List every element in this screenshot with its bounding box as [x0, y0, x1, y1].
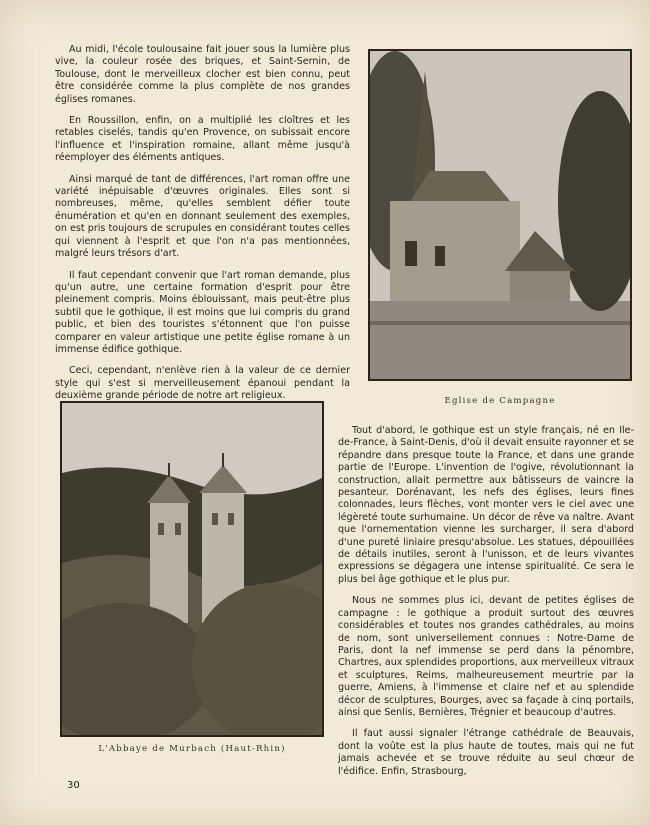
abbey-photo — [60, 401, 324, 737]
paragraph: En Roussillon, enfin, on a multiplié les cloîtres et les retables ciselés, tandis qu'en Provence, on subissait encore l'influence et l'inspiration romaine, allant même jusqu'à réemployer des éléments antiques. — [55, 115, 350, 164]
church-caption: Eglise de Campagne — [444, 396, 556, 406]
right-text-column — [338, 425, 634, 787]
left-text-column — [55, 44, 350, 412]
paragraph: Il faut cependant convenir que l'art roman demande, plus qu'un autre, une certaine formation d'esprit pour être pleinement compris. Moins éblouissant, mais peut-être plus subtil que le gothique, il est moins que lui compris du grand public, et bien des touristes s'étonnent que l'on puisse comparer en valeur artistique une petite église romane à un immense édifice gothique. — [55, 269, 350, 355]
abbey-caption: L'Abbaye de Murbach (Haut-Rhin) — [98, 744, 286, 754]
church-illustration — [370, 51, 630, 379]
page-number: 30 — [67, 780, 80, 791]
abbey-illustration — [62, 403, 322, 735]
paragraph: Tout d'abord, le gothique est un style français, né en Ile-de-France, à Saint-Denis, d'où il devait ensuite rayonner et se répandre dans presque toute la France, et dans une grande partie de l'Europe. L'invention de l'ogive, révolutionnant la construction, allait permettre aux bâtisseurs de vaincre la pesanteur. Dorénavant, les nefs des églises, leurs fines colonnades, leurs flèches, vont monter vers le ciel avec une légèreté toute surhumaine. Un décor de rêve va naître. Avant que l'ornementation vienne les surcharger, il sera d'abord d'une pureté liniaire presqu'absolue. Les statues, dépouillées de détails inutiles, seront à l'unisson, et de leurs vivantes expressions se dégagera une intense spiritualité. Ce sera le plus bel âge gothique et le plus pur. — [338, 425, 634, 585]
paragraph: Il faut aussi signaler l'étrange cathédrale de Beauvais, dont la voûte est la plus haute de toutes, mais qui ne fut jamais achevée et se trouve réduite au seul chœur de l'édifice. Enfin, Strasbourg, — [338, 728, 634, 777]
paragraph: Nous ne sommes plus ici, devant de petites églises de campagne : le gothique a produit surtout des œuvres considérables et toutes nos grandes cathédrales, au moins de nom, sont universellement connues : Notre-Dame de Paris, dont la nef immense se perd dans la pénombre, Chartres, aux splendides proportions, aux merveilleux vitraux et sculptures, Reims, malheureusement meurtrie par la guerre, Amiens, à l'immense et claire nef et au splendide décor de sculptures, Bourges, avec sa façade à cinq portails, ainsi que Senlis, Bernières, Trégnier et beaucoup d'autres. — [338, 595, 634, 718]
paragraph: Au midi, l'école toulousaine fait jouer sous la lumière plus vive, la couleur rosée des briques, et Saint-Sernin, de Toulouse, dont le merveilleux clocher est bien connu, peut être considérée comme la plus complète de nos grandes églises romanes. — [55, 44, 350, 105]
paragraph: Ceci, cependant, n'enlève rien à la valeur de ce dernier style qui s'est si merveilleusement épanoui pendant la deuxième grande période de notre art religieux. — [55, 365, 350, 402]
church-photo — [368, 49, 632, 381]
paragraph: Ainsi marqué de tant de différences, l'art roman offre une variété inépuisable d'œuvres originales. Elles sont si nombreuses, même, qu'elles semblent défier toute énumération et qu'en en donnant seulement des exemples, on est pris toujours de scrupules en considérant toutes celles qui viennent à l'esprit et que l'on n'a pas mentionnées, malgré leurs trésors d'art. — [55, 173, 350, 260]
